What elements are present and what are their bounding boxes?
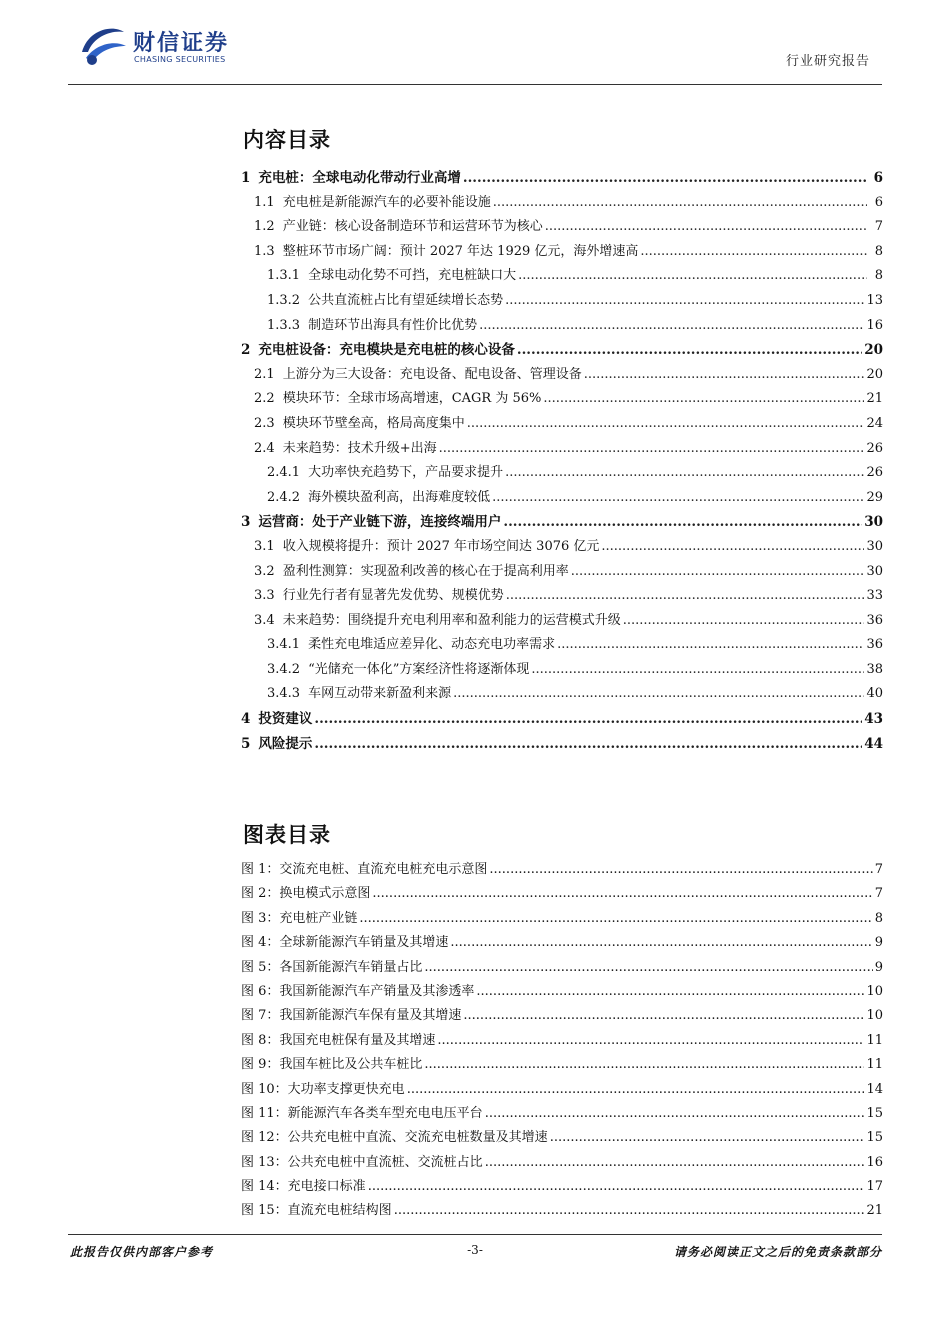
toc-entry-title: 制造环节出海具有性价比优势: [308, 317, 478, 333]
figure-entry-page: 10: [866, 1008, 883, 1024]
toc-entry-title: 风险提示: [258, 735, 313, 752]
toc-entry-page: 24: [866, 415, 883, 431]
figure-entry-title: 图 8：我国充电桩保有量及其增速: [241, 1032, 436, 1048]
toc-leader-dots: [493, 195, 867, 210]
toc-leader-dots: [492, 490, 864, 505]
toc-entry-number: 1.3.3: [267, 317, 301, 333]
figure-entry[interactable]: [241, 1029, 883, 1053]
toc-entry-title: 产业链：核心设备制造环节和运营环节为核心: [282, 219, 543, 235]
toc-entry-page: 20: [864, 342, 883, 359]
figure-entry-title: 图 3：充电桩产业链: [241, 910, 358, 926]
figure-entry-page: 7: [874, 862, 883, 877]
toc-entry-number: 3.2: [254, 563, 275, 579]
toc-entry-title: 上游分为三大设备：充电设备、配电设备、管理设备: [282, 366, 582, 382]
toc-entry-title: 模块环节：全球市场高增速，CAGR 为 56%: [282, 391, 542, 407]
figure-entry-title: 图 15：直流充电桩结构图: [241, 1203, 392, 1219]
toc-leader-dots: [518, 268, 867, 283]
figure-list-title: 图表目录: [243, 822, 331, 847]
toc-entry-page: 6: [874, 194, 883, 210]
toc-entry[interactable]: [241, 289, 883, 314]
toc-entry-page: 38: [866, 661, 883, 677]
toc-leader-dots: [503, 514, 862, 530]
toc-entry-number: 3.4: [254, 612, 275, 628]
figure-leader-dots: [476, 984, 864, 999]
figure-entry[interactable]: [241, 931, 883, 955]
toc-entry-page: 30: [866, 538, 883, 554]
figure-leader-dots: [407, 1082, 865, 1097]
toc-entry[interactable]: [241, 264, 883, 289]
logo-swoosh-icon: [78, 22, 128, 68]
toc-leader-dots: [453, 686, 864, 701]
toc-leader-dots: [505, 293, 864, 308]
toc-entry-page: 30: [866, 563, 883, 579]
figure-entry-title: 图 11：新能源汽车各类车型充电电压平台: [241, 1105, 483, 1121]
toc-entry-title: 公共直流桩占比有望延续增长态势: [308, 292, 504, 308]
toc-entry-title: 未来趋势：围绕提升充电利用率和盈利能力的运营模式升级: [282, 612, 621, 628]
toc-entry-title: 整桩环节市场广阔：预计 2027 年达 1929 亿元，海外增速高: [282, 243, 639, 259]
toc-entry-title: 收入规模将提升：预计 2027 年市场空间达 3076 亿元: [282, 538, 600, 554]
figure-entry-page: 15: [866, 1105, 883, 1121]
figure-entry-page: 17: [866, 1179, 883, 1195]
toc-entry-title: 未来趋势：技术升级+出海: [282, 440, 437, 456]
figure-leader-dots: [550, 1130, 865, 1145]
figure-entry-page: 21: [866, 1203, 883, 1219]
figure-leader-dots: [485, 1155, 865, 1170]
toc-entry[interactable]: [241, 412, 883, 437]
figure-leader-dots: [450, 935, 872, 950]
figure-entry-title: 图 14：充电接口标准: [241, 1179, 366, 1195]
toc-entry-number: 3.4.2: [267, 661, 301, 677]
figure-entry[interactable]: [241, 882, 883, 906]
figure-leader-dots: [359, 911, 872, 926]
figure-leader-dots: [424, 960, 872, 975]
toc-leader-dots: [467, 416, 865, 431]
footer-disclaimer-left: 此报告仅供内部客户参考: [70, 1245, 214, 1259]
toc-entry-page: 26: [866, 440, 883, 456]
figure-entry-page: 9: [874, 935, 883, 951]
figure-entry[interactable]: [241, 956, 883, 980]
figure-entry-title: 图 5：各国新能源汽车销量占比: [241, 959, 423, 975]
toc-entry[interactable]: [241, 314, 883, 339]
toc-entry-number: 1: [241, 170, 251, 186]
toc-title: 内容目录: [243, 127, 331, 152]
company-logo: [78, 22, 278, 72]
toc-entry-title: 充电桩是新能源汽车的必要补能设施: [282, 194, 491, 210]
toc-entry-number: 3.3: [254, 588, 275, 604]
figure-entry[interactable]: [241, 1004, 883, 1028]
figure-entry-page: 16: [866, 1154, 883, 1170]
toc-entry[interactable]: [241, 560, 883, 585]
figure-entry-title: 图 1：交流充电桩、直流充电桩充电示意图: [241, 862, 488, 877]
toc-entry[interactable]: [241, 510, 883, 535]
toc-leader-dots: [531, 662, 864, 677]
toc-entry-number: 1.1: [254, 194, 275, 210]
figure-entry[interactable]: [241, 1199, 883, 1223]
figure-entry-page: 9: [874, 959, 883, 975]
figure-entry-title: 图 2：换电模式示意图: [241, 886, 371, 902]
figure-entry-page: 11: [866, 1032, 883, 1048]
figure-entry-title: 图 12：公共充电桩中直流、交流充电桩数量及其增速: [241, 1130, 548, 1146]
toc-leader-dots: [623, 613, 865, 628]
figure-leader-dots: [463, 1008, 864, 1023]
figure-entry-page: 8: [874, 910, 883, 926]
toc-entry-title: 充电桩设备：充电模块是充电桩的核心设备: [258, 342, 515, 359]
toc-leader-dots: [314, 736, 862, 752]
toc-entry-title: 投资建议: [258, 711, 313, 728]
footer-divider: [68, 1234, 882, 1235]
toc-entry-title: 充电桩：全球电动化带动行业高增: [258, 170, 461, 186]
table-of-contents: [241, 166, 883, 756]
figure-leader-dots: [489, 862, 872, 877]
toc-entry-number: 1.3: [254, 243, 275, 259]
toc-leader-dots: [479, 318, 864, 333]
toc-entry-page: 8: [874, 268, 883, 284]
toc-leader-dots: [506, 588, 865, 603]
figure-leader-dots: [394, 1203, 865, 1218]
figure-list: [241, 858, 883, 1224]
toc-entry[interactable]: [241, 658, 883, 683]
toc-entry[interactable]: [241, 609, 883, 634]
toc-entry[interactable]: [241, 461, 883, 486]
toc-entry-title: 模块环节壁垒高，格局高度集中: [282, 415, 465, 431]
figure-entry[interactable]: [241, 1102, 883, 1126]
figure-entry-page: 15: [866, 1130, 883, 1146]
toc-entry-number: 2.4.1: [267, 465, 301, 481]
toc-entry-page: 30: [864, 514, 883, 531]
figure-entry-title: 图 6：我国新能源汽车产销量及其渗透率: [241, 983, 475, 999]
toc-entry[interactable]: [241, 437, 883, 462]
figure-entry-title: 图 10：大功率支撑更快充电: [241, 1081, 405, 1097]
toc-leader-dots: [439, 441, 865, 456]
toc-entry[interactable]: [241, 387, 883, 412]
figure-entry[interactable]: [241, 1126, 883, 1150]
toc-entry[interactable]: [241, 363, 883, 388]
toc-entry-title: 全球电动化势不可挡，充电桩缺口大: [308, 268, 517, 284]
toc-entry-page: 8: [874, 243, 883, 259]
toc-leader-dots: [557, 637, 864, 652]
toc-entry-title: 海外模块盈利高，出海难度较低: [308, 489, 491, 505]
toc-entry-number: 4: [241, 711, 251, 728]
logo-text-en: CHASING SECURITIES: [134, 55, 226, 64]
toc-entry-number: 5: [241, 735, 251, 752]
figure-entry[interactable]: [241, 980, 883, 1004]
figure-entry[interactable]: [241, 1151, 883, 1175]
toc-entry-number: 2: [241, 342, 251, 359]
toc-entry-number: 1.2: [254, 219, 275, 235]
figure-entry[interactable]: [241, 1175, 883, 1199]
figure-entry-title: 图 13：公共充电桩中直流桩、交流桩占比: [241, 1154, 483, 1170]
toc-entry-page: 16: [866, 317, 883, 333]
toc-entry[interactable]: [241, 338, 883, 363]
figure-leader-dots: [485, 1106, 865, 1121]
toc-entry-title: 运营商：处于产业链下游，连接终端用户: [258, 514, 502, 531]
toc-entry-number: 1.3.2: [267, 292, 301, 308]
toc-leader-dots: [571, 564, 865, 579]
toc-entry-title: “光储充一体化”方案经济性将逐渐体现: [308, 661, 530, 677]
toc-leader-dots: [517, 342, 862, 358]
toc-entry-page: 20: [866, 366, 883, 382]
toc-entry-page: 29: [866, 489, 883, 505]
toc-leader-dots: [601, 539, 864, 554]
toc-entry-number: 2.4.2: [267, 489, 301, 505]
footer-disclaimer-right: 请务必阅读正文之后的免责条款部分: [673, 1245, 882, 1259]
toc-entry-number: 2.1: [254, 366, 275, 382]
page-number: -3-: [467, 1243, 483, 1257]
toc-leader-dots: [543, 391, 864, 406]
toc-leader-dots: [584, 367, 865, 382]
toc-entry-page: 43: [864, 711, 883, 728]
toc-entry-page: 36: [866, 637, 883, 653]
toc-entry-page: 7: [874, 219, 883, 235]
toc-entry[interactable]: [241, 584, 883, 609]
toc-entry[interactable]: [241, 732, 883, 757]
toc-leader-dots: [640, 244, 867, 259]
toc-entry-page: 13: [866, 292, 883, 308]
figure-entry[interactable]: [241, 1053, 883, 1077]
toc-entry-title: 柔性充电堆适应差异化、动态充电功率需求: [308, 637, 556, 653]
figure-entry-title: 图 4：全球新能源汽车销量及其增速: [241, 935, 449, 951]
report-type-label: 行业研究报告: [785, 54, 870, 69]
toc-leader-dots: [463, 170, 867, 186]
toc-entry[interactable]: [241, 191, 883, 216]
toc-entry-title: 行业先行者有显著先发优势、规模优势: [282, 588, 504, 604]
toc-entry-title: 车网互动带来新盈利来源: [308, 686, 452, 702]
figure-entry-title: 图 9：我国车桩比及公共车桩比: [241, 1057, 423, 1073]
toc-entry-page: 44: [864, 735, 883, 752]
toc-entry-number: 3.4.1: [267, 637, 301, 653]
figure-entry-page: 7: [874, 886, 883, 902]
toc-entry-page: 40: [866, 686, 883, 702]
toc-entry-number: 2.4: [254, 440, 275, 456]
figure-entry-page: 11: [866, 1057, 883, 1073]
toc-entry-number: 3.1: [254, 538, 275, 554]
toc-entry[interactable]: [241, 240, 883, 265]
figure-entry-page: 14: [866, 1081, 883, 1097]
logo-text-cn: 财信证券: [133, 31, 230, 56]
toc-entry[interactable]: [241, 633, 883, 658]
toc-entry[interactable]: [241, 682, 883, 707]
figure-entry[interactable]: [241, 907, 883, 931]
figure-leader-dots: [424, 1057, 864, 1072]
toc-entry[interactable]: [241, 535, 883, 560]
figure-entry[interactable]: [241, 1078, 883, 1102]
page-header: [0, 0, 950, 100]
toc-entry[interactable]: [241, 707, 883, 732]
toc-entry-number: 2.2: [254, 391, 275, 407]
figure-leader-dots: [437, 1033, 864, 1048]
header-divider: [68, 84, 882, 85]
toc-leader-dots: [314, 711, 862, 727]
toc-entry-number: 2.3: [254, 415, 275, 431]
figure-entry-title: 图 7：我国新能源汽车保有量及其增速: [241, 1008, 462, 1024]
toc-entry-number: 3: [241, 514, 251, 531]
figure-entry-page: 10: [866, 983, 883, 999]
toc-entry-page: 36: [866, 612, 883, 628]
toc-entry[interactable]: [241, 166, 883, 191]
figure-leader-dots: [368, 1179, 865, 1194]
toc-entry-page: 26: [866, 465, 883, 481]
toc-entry-title: 盈利性测算：实现盈利改善的核心在于提高利用率: [282, 563, 569, 579]
toc-entry-number: 3.4.3: [267, 686, 301, 702]
toc-entry-page: 21: [866, 391, 883, 407]
toc-entry-page: 6: [873, 170, 883, 186]
figure-entry[interactable]: [241, 858, 883, 882]
toc-leader-dots: [505, 465, 864, 480]
toc-leader-dots: [545, 219, 867, 234]
toc-entry[interactable]: [241, 486, 883, 511]
figure-leader-dots: [372, 886, 872, 901]
toc-entry-number: 1.3.1: [267, 268, 301, 284]
toc-entry[interactable]: [241, 215, 883, 240]
toc-entry-page: 33: [866, 588, 883, 604]
toc-entry-title: 大功率快充趋势下，产品要求提升: [308, 465, 504, 481]
